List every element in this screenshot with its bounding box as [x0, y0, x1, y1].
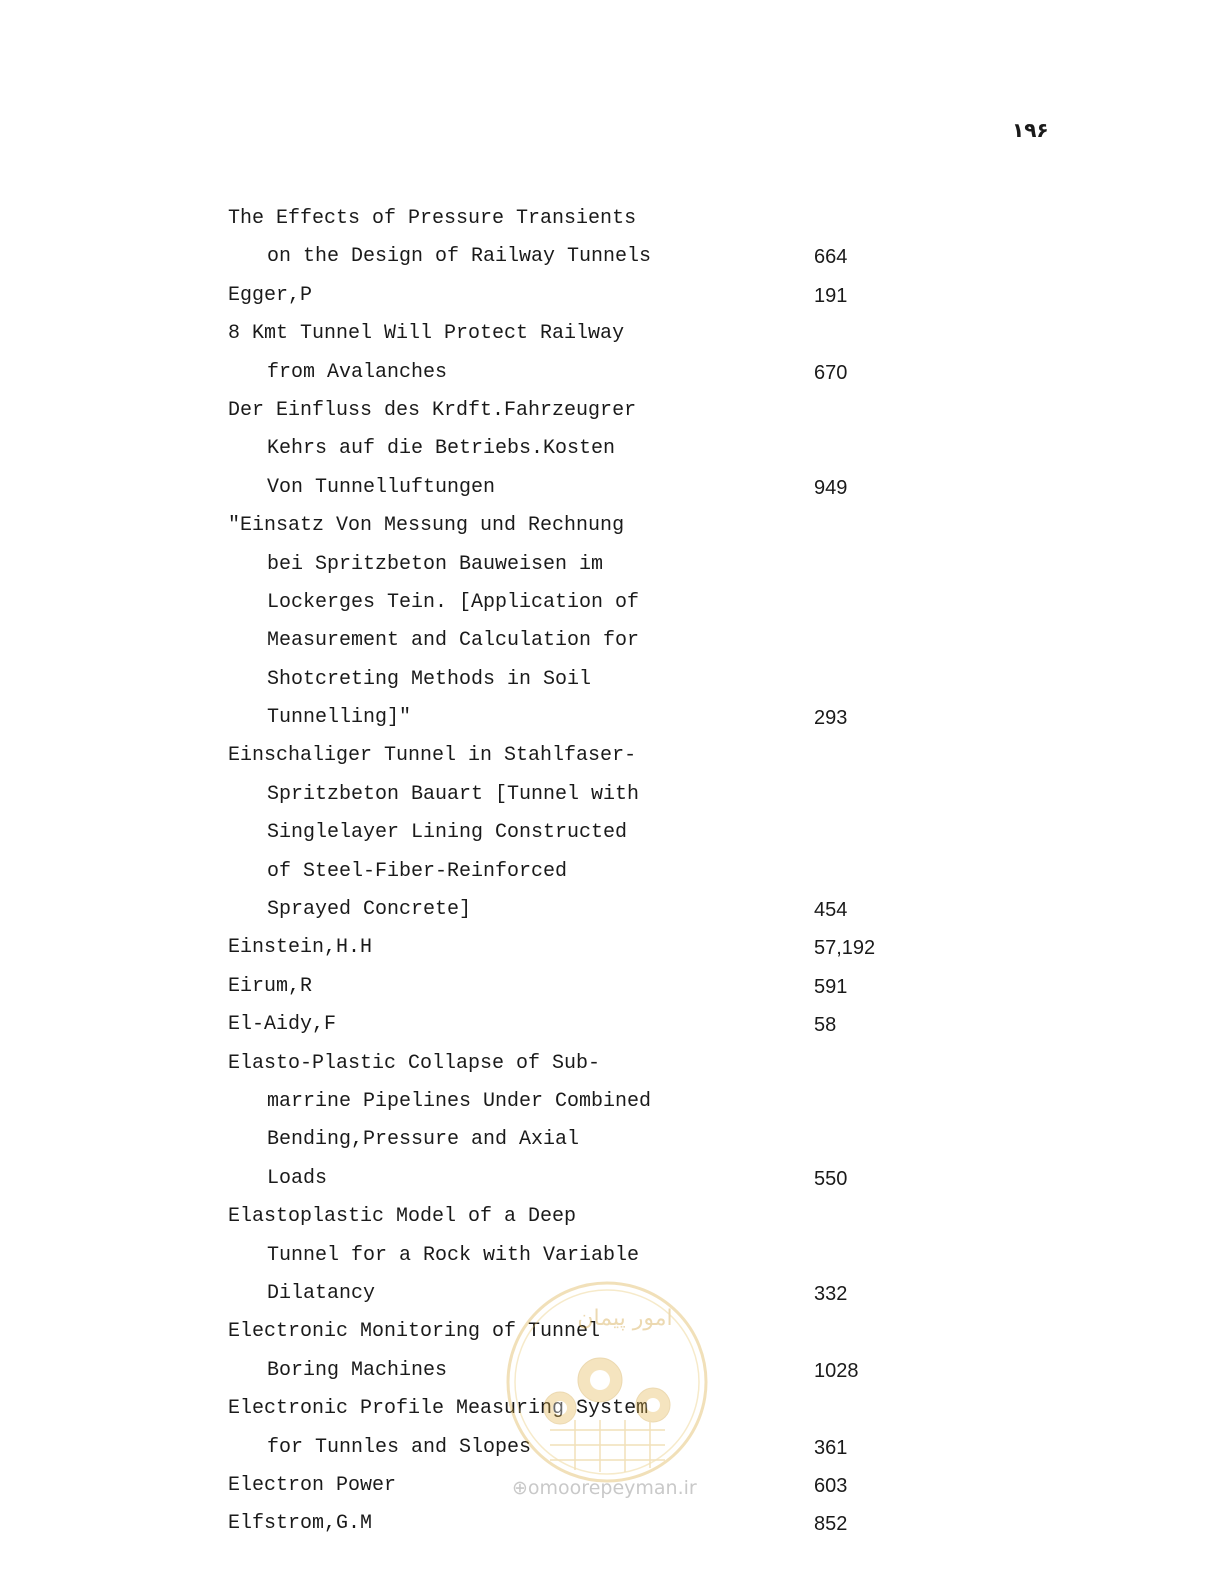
index-entry: [228, 699, 928, 737]
entry-text: bei Spritzbeton Bauweisen im: [267, 552, 604, 576]
entry-pages: 293: [814, 707, 848, 730]
entry-text: Elastoplastic Model of a Deep: [228, 1205, 577, 1229]
entry-text: Electronic Monitoring of Tunnel: [228, 1320, 601, 1344]
entry-pages: 332: [814, 1282, 848, 1305]
entry-text: Singlelayer Lining Constructed: [267, 821, 628, 845]
entry-text: Der Einfluss des Krdft.Fahrzeugrer: [228, 398, 637, 422]
index-entry: [228, 315, 928, 353]
index-entry: [228, 814, 928, 852]
entry-text: Tunnelling]": [267, 706, 412, 730]
index-entry: [228, 1429, 928, 1467]
entry-pages: 454: [814, 899, 848, 922]
entry-text: from Avalanches: [267, 360, 448, 384]
index-entry: [228, 737, 928, 775]
entry-text: Electron Power: [228, 1473, 397, 1497]
index-entry: [228, 1198, 928, 1236]
index-entry: [228, 622, 928, 660]
index-entry: [228, 200, 928, 238]
entry-text: Shotcreting Methods in Soil: [267, 667, 592, 691]
index-entry: [228, 929, 928, 967]
entry-text: Einstein,H.H: [228, 936, 373, 960]
entry-text: Measurement and Calculation for: [267, 629, 640, 653]
index-entry: [228, 354, 928, 392]
entry-text: The Effects of Pressure Transients: [228, 207, 637, 230]
entry-text: Lockerges Tein. [Application of: [267, 590, 640, 614]
index-entry: [228, 1275, 928, 1313]
entry-pages: 361: [814, 1436, 848, 1459]
entry-text: Electronic Profile Measuring System: [228, 1397, 649, 1421]
index-entry: [228, 776, 928, 814]
entry-text: Boring Machines: [267, 1358, 448, 1382]
index-entry: [228, 1006, 928, 1044]
entry-text: Sprayed Concrete]: [267, 898, 472, 922]
index-list: [228, 200, 928, 1544]
index-entry: [228, 277, 928, 315]
index-entry: [228, 1083, 928, 1121]
globe-icon: ⊕: [512, 1477, 528, 1499]
entry-pages: 603: [814, 1474, 848, 1497]
entry-text: Elfstrom,G.M: [228, 1512, 373, 1536]
entry-text: Loads: [267, 1166, 328, 1190]
entry-text: Dilatancy: [267, 1281, 376, 1305]
entry-pages: 550: [814, 1167, 848, 1190]
entry-text: Tunnel for a Rock with Variable: [267, 1243, 640, 1267]
entry-text: Kehrs auf die Betriebs.Kosten: [267, 437, 616, 461]
entry-text: marrine Pipelines Under Combined: [267, 1089, 652, 1113]
entry-text: El-Aidy,F: [228, 1013, 337, 1037]
index-entry: [228, 584, 928, 622]
entry-text: 8 Kmt Tunnel Will Protect Railway: [228, 322, 625, 346]
index-entry: [228, 1160, 928, 1198]
entry-pages: 852: [814, 1513, 848, 1536]
entry-text: for Tunnles and Slopes: [267, 1435, 532, 1459]
index-entry: [228, 1505, 928, 1543]
entry-text: on the Design of Railway Tunnels: [267, 245, 652, 269]
watermark-site: [512, 1477, 697, 1499]
index-entry: [228, 392, 928, 430]
index-entry: [228, 546, 928, 584]
entry-text: Eirum,R: [228, 974, 313, 998]
index-entry: [228, 1352, 928, 1390]
watermark-logo-text: امور پیمان: [577, 1306, 673, 1331]
entry-pages: 670: [814, 361, 848, 384]
entry-text: Von Tunnelluftungen: [267, 475, 496, 499]
index-entry: [228, 1390, 928, 1428]
entry-pages: 949: [814, 476, 848, 499]
entry-text: Spritzbeton Bauart [Tunnel with: [267, 782, 640, 806]
entry-text: Elasto-Plastic Collapse of Sub-: [228, 1051, 601, 1075]
index-entry: [228, 853, 928, 891]
index-entry: [228, 1121, 928, 1159]
page-number: ۱۹۶: [1012, 118, 1049, 142]
index-entry: [228, 430, 928, 468]
entry-pages: 57,192: [814, 937, 876, 960]
index-entry: [228, 968, 928, 1006]
watermark-site-label: omoorepeyman.ir: [527, 1477, 697, 1499]
entry-pages: 191: [814, 284, 848, 307]
entry-text: Einschaliger Tunnel in Stahlfaser-: [228, 744, 637, 768]
entry-pages: 664: [814, 246, 848, 269]
entry-text: Bending,Pressure and Axial: [267, 1128, 580, 1152]
index-entry: [228, 661, 928, 699]
index-entry: [228, 238, 928, 276]
index-entry: [228, 1313, 928, 1351]
entry-pages: 1028: [814, 1359, 859, 1382]
entry-pages: 58: [814, 1014, 837, 1037]
entry-text: of Steel-Fiber-Reinforced: [267, 859, 568, 883]
entry-pages: 591: [814, 975, 848, 998]
index-entry: [228, 469, 928, 507]
index-entry: [228, 1045, 928, 1083]
entry-text: Egger,P: [228, 283, 313, 307]
index-entry: [228, 891, 928, 929]
index-entry: [228, 507, 928, 545]
entry-text: "Einsatz Von Messung und Rechnung: [228, 514, 625, 538]
index-entry: [228, 1237, 928, 1275]
